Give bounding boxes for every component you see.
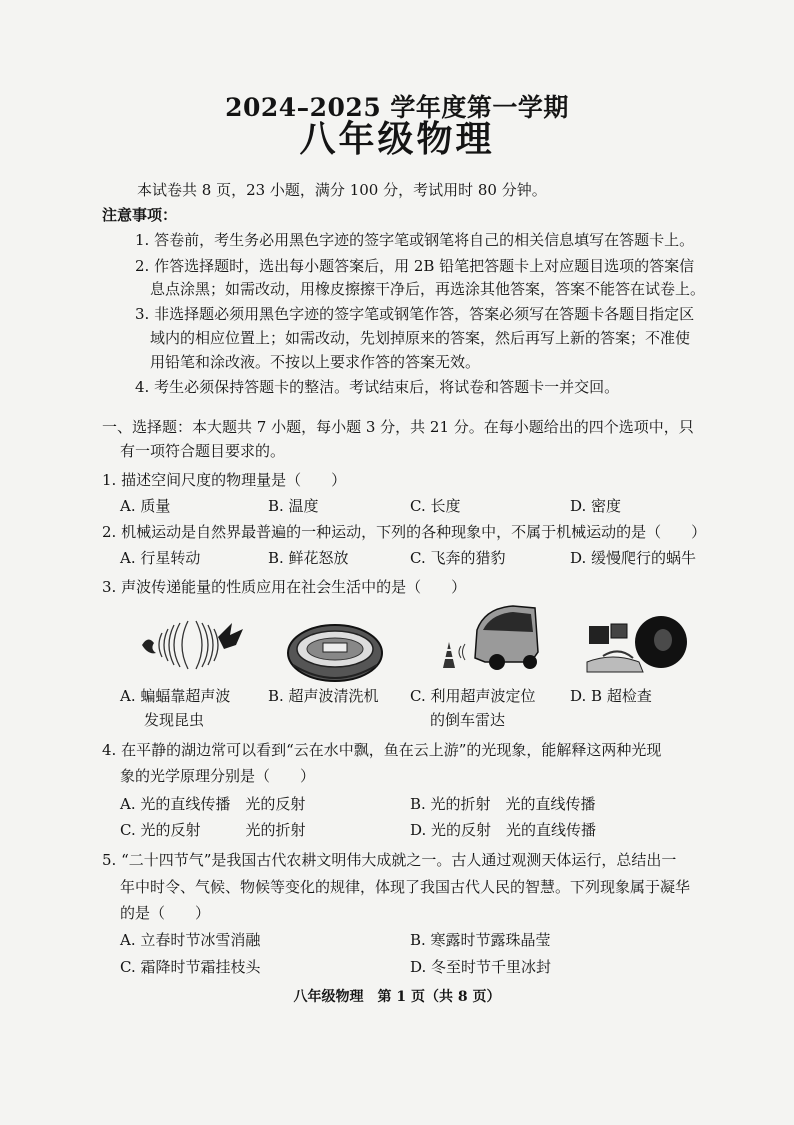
- question-2-option-b: B. 鲜花怒放: [268, 549, 349, 567]
- note-3: 3. 非选择题必须用黑色字迹的签字笔或钢笔作答，答案必须写在答题卡各题目指定区: [135, 305, 695, 323]
- question-2-option-a: A. 行星转动: [120, 549, 201, 567]
- question-3-option-c: C. 利用超声波定位: [410, 687, 536, 705]
- note-4: 4. 考生必须保持答题卡的整洁。考试结束后，将试卷和答题卡一并交回。: [135, 378, 620, 396]
- question-3-stem: 3. 声波传递能量的性质应用在社会生活中的是（ ）: [102, 578, 467, 596]
- question-3-option-b: B. 超声波清洗机: [268, 687, 379, 705]
- question-5-option-d: D. 冬至时节千里冰封: [410, 958, 552, 976]
- question-5-stem-cont: 年中时令、气候、物候等变化的规律，体现了我国古代人民的智慧。下列现象属于凝华: [120, 878, 691, 896]
- question-5-option-c: C. 霜降时节霜挂枝头: [120, 958, 261, 976]
- question-2-option-d: D. 缓慢爬行的蜗牛: [570, 549, 697, 567]
- reversing-radar-figure: [435, 600, 540, 672]
- note-3-cont: 域内的相应位置上；如需改动，先划掉原来的答案，然后再写上新的答案；不准使: [150, 329, 691, 347]
- question-2-option-c: C. 飞奔的猎豹: [410, 549, 506, 567]
- section-1-heading-cont: 有一项符合题目要求的。: [120, 442, 286, 460]
- question-5-option-a: A. 立春时节冰雪消融: [120, 931, 261, 949]
- question-3-option-c-cont: 的倒车雷达: [430, 711, 506, 729]
- question-5-option-b: B. 寒露时节露珠晶莹: [410, 931, 551, 949]
- b-ultrasound-figure: [583, 612, 688, 678]
- note-3-cont2: 用铅笔和涂改液。不按以上要求作答的答案无效。: [150, 353, 481, 371]
- question-4-option-d: D. 光的反射 光的直线传播: [410, 821, 597, 839]
- exam-year-title: 2024–2025 学年度第一学期: [225, 93, 569, 122]
- question-5-stem: 5. “二十四节气”是我国古代农耕文明伟大成就之一。古人通过观测天体运行，总结出一: [102, 851, 677, 869]
- traffic-cone-icon: [443, 642, 455, 668]
- question-1-stem: 1. 描述空间尺度的物理量是（ ）: [102, 471, 347, 489]
- question-3-option-a: A. 蝙蝠靠超声波: [120, 687, 231, 705]
- radar-wave-icon: [459, 644, 465, 660]
- question-1-option-d: D. 密度: [570, 497, 622, 515]
- ultrasonic-cleaner-figure: [285, 613, 385, 685]
- question-3-option-d: D. B 超检查: [570, 687, 652, 705]
- question-4-option-a: A. 光的直线传播 光的反射: [120, 795, 306, 813]
- exam-subject-title: 八年级物理: [299, 118, 495, 160]
- note-1: 1. 答卷前，考生务必用黑色字迹的签字笔或钢笔将自己的相关信息填写在答题卡上。: [135, 231, 695, 249]
- question-4-stem-cont: 象的光学原理分别是（ ）: [120, 767, 316, 785]
- question-3-option-a-cont: 发现昆虫: [144, 711, 205, 729]
- question-1-option-a: A. 质量: [120, 497, 171, 515]
- insect-icon: [142, 639, 156, 653]
- question-5-stem-cont2: 的是（ ）: [120, 904, 211, 922]
- question-4-option-b: B. 光的折射 光的直线传播: [410, 795, 596, 813]
- note-2-cont: 息点涂黑；如需改动，用橡皮擦擦干净后，再选涂其他答案，答案不能答在试卷上。: [150, 280, 706, 298]
- sound-wave-icon: [159, 621, 218, 669]
- notes-title: 注意事项：: [102, 206, 178, 224]
- page-footer: 八年级物理 第 1 页（共 8 页）: [293, 989, 501, 1005]
- note-2: 2. 作答选择题时，选出每小题答案后，用 2B 铅笔把答题卡上对应题目选项的答案信: [135, 257, 695, 275]
- question-4-option-c: C. 光的反射 光的折射: [120, 821, 306, 839]
- question-1-option-c: C. 长度: [410, 497, 461, 515]
- question-4-stem: 4. 在平静的湖边常可以看到“云在水中飘，鱼在云上游”的光现象，能解释这两种光现: [102, 741, 662, 759]
- bat-ultrasound-figure: [140, 615, 245, 675]
- question-2-stem: 2. 机械运动是自然界最普遍的一种运动，下列的各种现象中，不属于机械运动的是（ ）: [102, 523, 707, 541]
- section-1-heading: 一、选择题：本大题共 7 小题，每小题 3 分，共 21 分。在每小题给出的四个选项中，只: [102, 418, 694, 436]
- question-1-option-b: B. 温度: [268, 497, 319, 515]
- bat-icon: [218, 623, 243, 649]
- exam-intro: 本试卷共 8 页，23 小题，满分 100 分，考试用时 80 分钟。: [137, 181, 547, 199]
